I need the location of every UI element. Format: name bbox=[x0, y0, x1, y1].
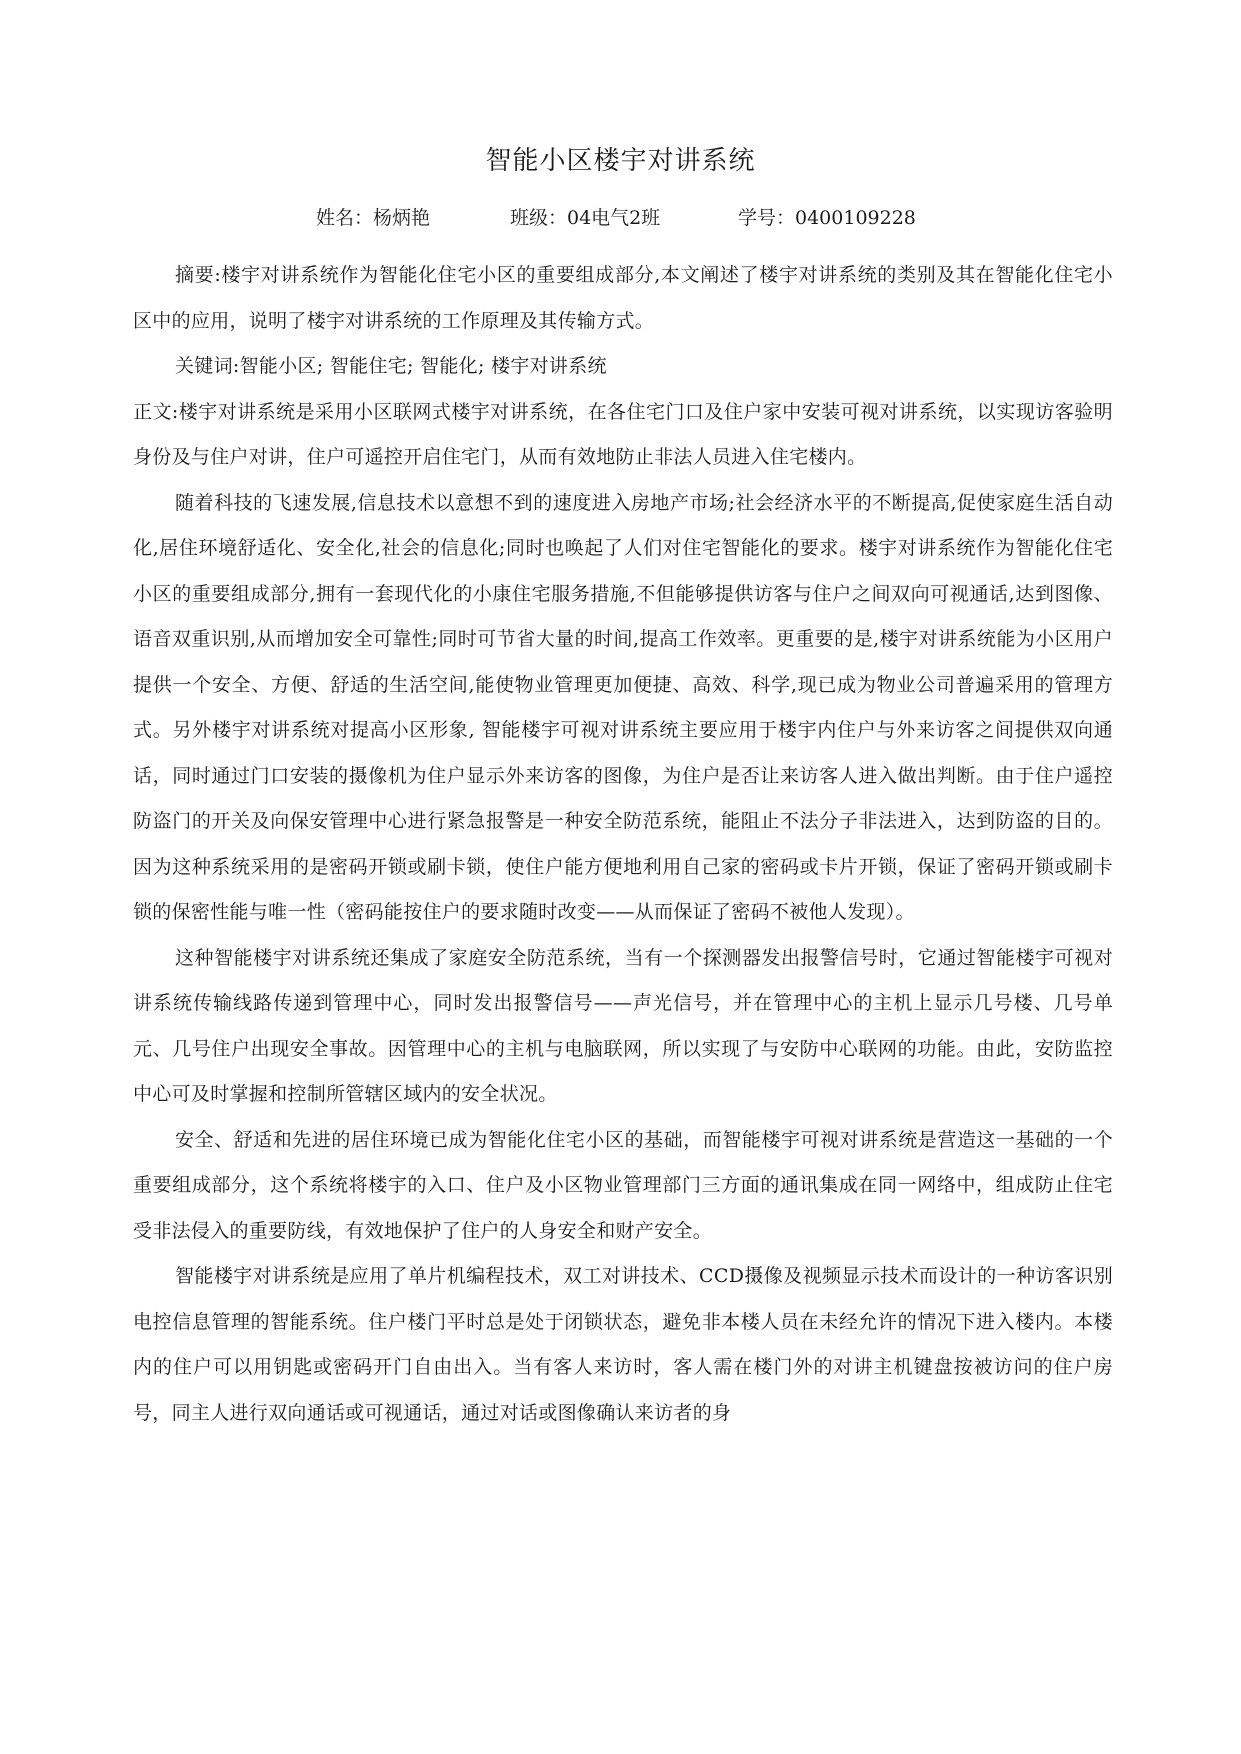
keywords-paragraph: 关键词:智能小区; 智能住宅; 智能化; 楼宇对讲系统 bbox=[175, 355, 607, 377]
document-body bbox=[133, 253, 1113, 1436]
abstract-paragraph: 摘要:楼宇对讲系统作为智能化住宅小区的重要组成部分,本文阐述了楼宇对讲系统的类别及其在智能化住宅小区中的应用，说明了楼宇对讲系统的工作原理及其传输方式。 bbox=[133, 264, 1113, 332]
body-paragraph-2: 这种智能楼宇对讲系统还集成了家庭安全防范系统，当有一个探测器发出报警信号时，它通过智能楼宇可视对讲系统传输线路传递到管理中心，同时发出报警信号——声光信号，并在管理中心的主机上显示几号楼、几号单元、几号住户出现安全事故。因管理中心的主机与电脑联网，所以实现了与安防中心联网的功能。由此，安防监控中心可及时掌握和控制所管辖区域内的安全状况。 bbox=[133, 946, 1113, 1105]
author-class: 班级：04电气2班 bbox=[510, 207, 661, 229]
author-name: 姓名：杨炳艳 bbox=[316, 207, 431, 229]
author-student-id: 学号：0400109228 bbox=[738, 207, 916, 229]
body-intro-paragraph: 正文:楼宇对讲系统是采用小区联网式楼宇对讲系统，在各住宅门口及住户家中安装可视对讲系统，以实现访客验明身份及与住户对讲，住户可遥控开启住宅门，从而有效地防止非法人员进入住宅楼内。 bbox=[133, 400, 1113, 468]
document-title: 智能小区楼宇对讲系统 bbox=[485, 146, 756, 176]
body-paragraph-4: 智能楼宇对讲系统是应用了单片机编程技术，双工对讲技术、CCD摄像及视频显示技术而设计的一种访客识别电控信息管理的智能系统。住户楼门平时总是处于闭锁状态，避免非本楼人员在未经允许的情况下进入楼内。本楼内的住户可以用钥匙或密码开门自由出入。当有客人来访时，客人需在楼门外的对讲主机键盘按被访问的住户房号，同主人进行双向通话或可视通话，通过对话或图像确认来访者的身 bbox=[133, 1265, 1113, 1424]
body-paragraph-3: 安全、舒适和先进的居住环境已成为智能化住宅小区的基础，而智能楼宇可视对讲系统是营造这一基础的一个重要组成部分，这个系统将楼宇的入口、住户及小区物业管理部门三方面的通讯集成在同一网络中，组成防止住宅受非法侵入的重要防线，有效地保护了住户的人身安全和财产安全。 bbox=[133, 1128, 1113, 1242]
body-paragraph-1: 随着科技的飞速发展,信息技术以意想不到的速度进入房地产市场;社会经济水平的不断提高,促使家庭生活自动化,居住环境舒适化、安全化,社会的信息化;同时也唤起了人们对住宅智能化的要求。楼宇对讲系统作为智能化住宅小区的重要组成部分,拥有一套现代化的小康住宅服务措施,不但能够提供访客与住户之间双向可视通话,达到图像、语音双重识别,从而增加安全可靠性;同时可节省大量的时间,提高工作效率。更重要的是,楼宇对讲系统能为小区用户提供一个安全、方便、舒适的生活空间,能使物业管理更加便捷、高效、科学,现已成为物业公司普遍采用的管理方式。另外楼宇对讲系统对提高小区形象, 智能楼宇可视对讲系统主要应用于楼宇内住户与外来访客之间提供双向通话，同时通过门口安装的摄像机为住户显示外来访客的图像，为住户是否让来访客人进入做出判断。由于住户遥控防盗门的开关及向保安管理中心进行紧急报警是一种安全防范系统，能阻止不法分子非法进入，达到防盗的目的。因为这种系统采用的是密码开锁或刷卡锁，使住户能方便地利用自己家的密码或卡片开锁，保证了密码开锁或刷卡锁的保密性能与唯一性（密码能按住户的要求随时改变——从而保证了密码不被他人发现）。 bbox=[133, 491, 1113, 923]
